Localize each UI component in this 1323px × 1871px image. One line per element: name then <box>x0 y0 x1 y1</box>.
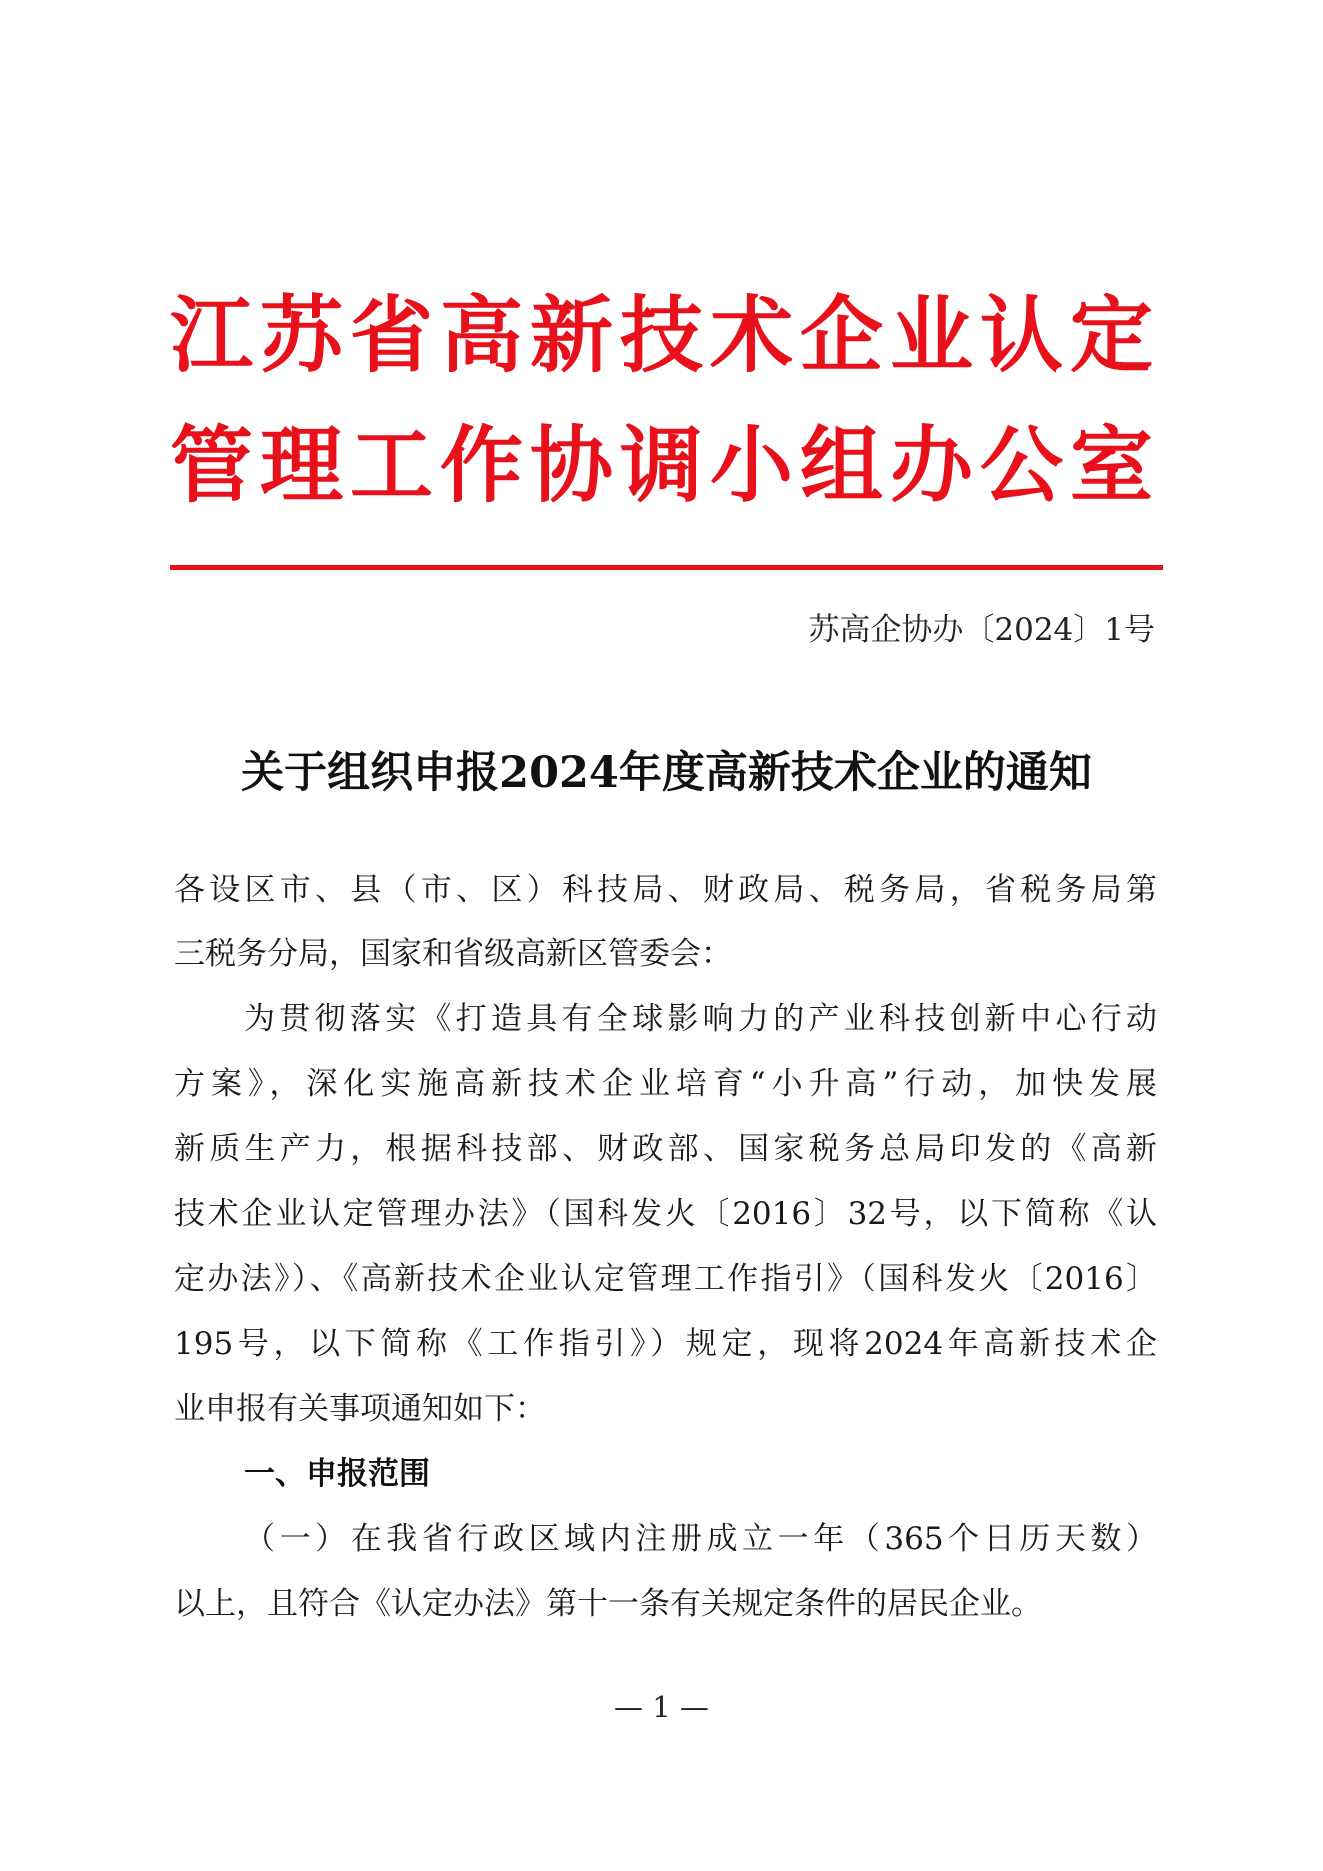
body-line: 为贯彻落实《打造具有全球影响力的产业科技创新中心行动 <box>244 1001 1157 1037</box>
body-line: 新质生产力，根据科技部、财政部、国家税务总局印发的《高新 <box>174 1131 1157 1167</box>
red-header-rule <box>170 565 1163 570</box>
page-number: — 1 — <box>614 1690 709 1724</box>
body-line: 三税务分局，国家和省级高新区管委会： <box>174 936 732 972</box>
issuing-org-line-1: 江苏省高新技术企业认定 <box>170 287 1153 384</box>
body-line: 技术企业认定管理办法》（国科发火〔2016〕32号，以下简称《认 <box>174 1196 1157 1232</box>
body-line: 各设区市、县（市、区）科技局、财政局、税务局，省税务局第 <box>174 872 1157 908</box>
body-line: 方案》，深化实施高新技术企业培育“小升高”行动，加快发展 <box>174 1066 1157 1102</box>
body-line: （一）在我省行政区域内注册成立一年（365个日历天数） <box>244 1521 1157 1557</box>
body-line: 定办法》）、《高新技术企业认定管理工作指引》（国科发火〔2016〕 <box>174 1261 1157 1297</box>
section-heading: 一、申报范围 <box>244 1456 430 1492</box>
notice-title: 关于组织申报2024年度高新技术企业的通知 <box>241 748 1092 798</box>
body-line: 以上，且符合《认定办法》第十一条有关规定条件的居民企业。 <box>174 1586 1042 1622</box>
issuing-org-line-2: 管理工作协调小组办公室 <box>170 417 1153 514</box>
body-line: 195号，以下简称《工作指引》）规定，现将2024年高新技术企 <box>174 1326 1157 1362</box>
body-line: 业申报有关事项通知如下： <box>174 1391 546 1427</box>
document-number: 苏高企协办〔2024〕1号 <box>808 612 1155 648</box>
